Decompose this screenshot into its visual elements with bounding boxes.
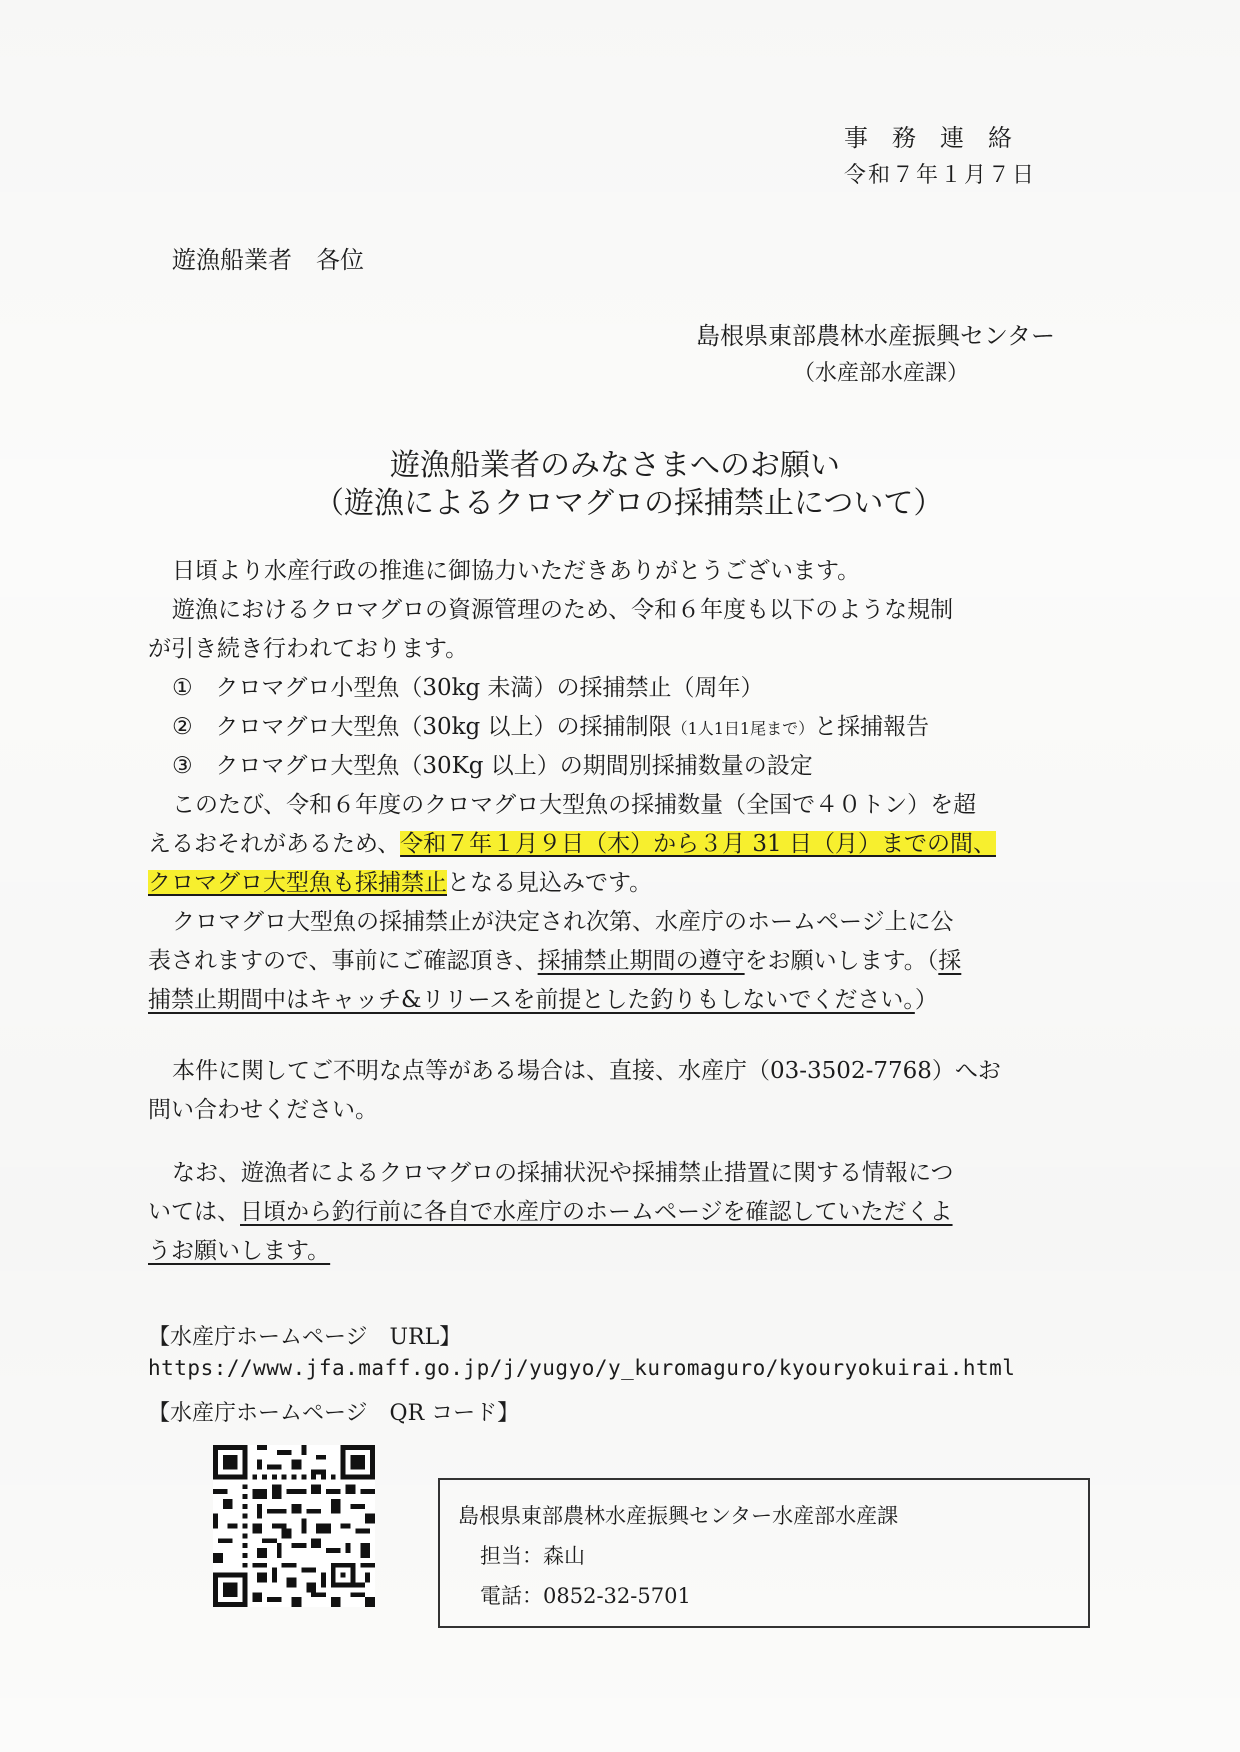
underlined-text: 採捕禁止期間の遵守 [537,948,745,974]
announce-text: ） [914,987,938,1013]
info-paragraph [148,1154,1103,1271]
info-line: なお、遊漁者によるクロマグロの採捕状況や採捕禁止措置に関する情報につ [172,1160,954,1186]
inquiry-paragraph [148,1052,1103,1130]
highlighted-ban-target: クロマグロ大型魚も採捕禁止 [148,870,447,896]
item-number: ① [172,675,193,701]
notice-line [148,864,1103,903]
regulation-item [148,669,1103,708]
regulation-item [148,747,1103,786]
underlined-text: 捕禁止期間中はキャッチ&リリースを前提とした釣りもしないでください。 [148,987,915,1013]
announce-line [148,981,1103,1020]
item-text: クロマグロ小型魚（30kg 未満）の採捕禁止（周年） [215,675,764,701]
announce-line: クロマグロ大型魚の採捕禁止が決定され次第、水産庁のホームページ上に公 [172,909,954,935]
contact-box [438,1478,1090,1628]
underlined-text: 日頃から釣行前に各自で水産庁のホームページを確認していただくよ [240,1199,953,1225]
highlighted-ban-period: 令和７年１月９日（木）から３月 31 日（月）までの間、 [400,831,996,857]
contact-person: 担当：森山 [480,1544,585,1568]
info-line [148,1193,1103,1232]
document-date: 令和７年１月７日 [844,163,1037,188]
inquiry-line: 本件に関してご不明な点等がある場合は、直接、水産庁（03-3502-7768）へお [172,1058,1001,1084]
document-type: 事務連絡 [844,124,1036,152]
item-tail: と採捕報告 [814,714,930,740]
inquiry-line: 問い合わせください。 [148,1097,378,1123]
item-text: クロマグロ大型魚（30kg 以上）の採捕制限 [215,714,672,740]
qr-heading: 【水産庁ホームページ QR コード】 [148,1401,520,1426]
item-note: （1人1日1尾まで） [671,719,815,738]
notice-line [148,825,1103,864]
greeting: 日頃より水産行政の推進に御協力いただきありがとうございます。 [172,558,861,584]
intro-line: 遊漁におけるクロマグロの資源管理のため、令和６年度も以下のような規制 [172,597,954,623]
info-line [148,1232,1103,1271]
document-subtitle: （遊漁によるクロマグロの採捕禁止について） [314,486,944,521]
notice-text: えるおそれがあるため、 [148,831,401,857]
sender-department: （水産部水産課） [793,361,970,386]
item-text: クロマグロ大型魚（30Kg 以上）の期間別採捕数量の設定 [215,753,813,779]
info-text: いては、 [148,1199,240,1225]
item-number: ② [172,714,193,740]
contact-phone: 電話：0852-32-5701 [480,1584,691,1608]
intro-line: が引き続き行われております。 [148,636,469,662]
addressee: 遊漁船業者 各位 [172,246,364,274]
qr-code-icon[interactable] [213,1445,375,1607]
sender-organization: 島根県東部農林水産振興センター [696,322,1056,350]
announce-line [148,942,1103,981]
body-text [148,552,1103,1020]
contact-organization: 島根県東部農林水産振興センター水産部水産課 [458,1504,899,1528]
notice-text: となる見込みです。 [447,870,653,896]
notice-line: このたび、令和６年度のクロマグロ大型魚の採捕数量（全国で４０トン）を超 [172,792,977,818]
url-heading: 【水産庁ホームページ URL】 [148,1325,462,1350]
regulation-item [148,708,1103,747]
item-number: ③ [172,753,193,779]
announce-text: 表されますので、事前にご確認頂き、 [148,948,538,974]
underlined-text: うお願いします。 [148,1238,331,1264]
fisheries-agency-url[interactable]: https://www.jfa.maff.go.jp/j/yugyo/y_kuromaguro/kyouryokuirai.html [148,1356,1016,1380]
underlined-text: 採 [938,948,962,974]
announce-text: をお願いします。（ [744,948,939,974]
document-title: 遊漁船業者のみなさまへのお願い [390,448,840,483]
